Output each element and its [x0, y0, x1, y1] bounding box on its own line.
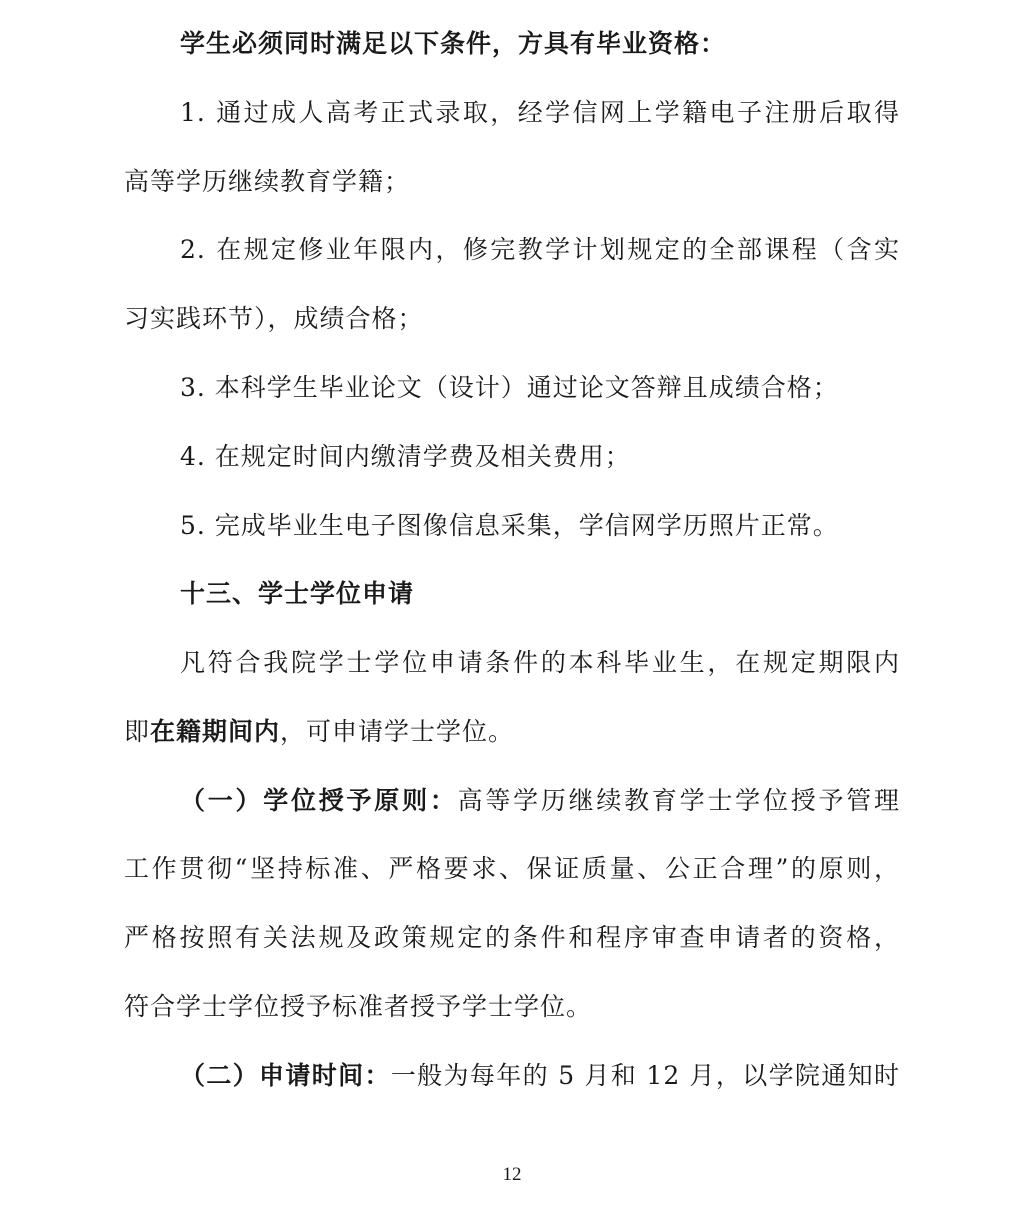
application-time-text: 一般为每年的 5 月和 12 月，以学院通知时 [390, 1061, 900, 1090]
intro-prefix: 即 [124, 717, 151, 746]
condition-2-line-1: 2. 在规定修业年限内，修完教学计划规定的全部课程（含实 [180, 235, 900, 264]
condition-1-line-2: 高等学历继续教育学籍； [124, 167, 411, 196]
principle-line-1-text: 高等学历继续教育学士学位授予管理 [457, 786, 900, 815]
application-time-line-1 [180, 1060, 900, 1092]
intro-line-1: 凡符合我院学士学位申请条件的本科毕业生，在规定期限内 [180, 648, 900, 677]
intro-line-2 [124, 716, 514, 748]
principle-label: （一）学位授予原则： [180, 786, 458, 815]
page-number: 12 [502, 1164, 522, 1185]
principle-line-4: 符合学士学位授予标准者授予学士学位。 [124, 992, 593, 1021]
condition-4: 4. 在规定时间内缴清学费及相关费用； [180, 442, 631, 471]
graduation-conditions-heading: 学生必须同时满足以下条件，方具有毕业资格： [180, 29, 727, 58]
intro-suffix: ，可申请学士学位。 [280, 717, 515, 746]
intro-emphasis: 在籍期间内 [150, 717, 281, 746]
condition-3: 3. 本科学生毕业论文（设计）通过论文答辩且成绩合格； [180, 373, 839, 402]
principle-line-2: 工作贯彻“坚持标准、严格要求、保证质量、公正合理”的原则， [124, 854, 900, 883]
condition-1-line-1: 1. 通过成人高考正式录取，经学信网上学籍电子注册后取得 [180, 98, 900, 127]
application-time-label: （二）申请时间： [180, 1061, 391, 1090]
section-title-bachelor-degree: 十三、学士学位申请 [180, 579, 415, 608]
condition-2-line-2: 习实践环节），成绩合格； [124, 304, 424, 333]
condition-5: 5. 完成毕业生电子图像信息采集，学信网学历照片正常。 [180, 511, 839, 540]
principle-line-1 [180, 785, 900, 817]
principle-line-3: 严格按照有关法规及政策规定的条件和程序审查申请者的资格， [124, 923, 900, 952]
